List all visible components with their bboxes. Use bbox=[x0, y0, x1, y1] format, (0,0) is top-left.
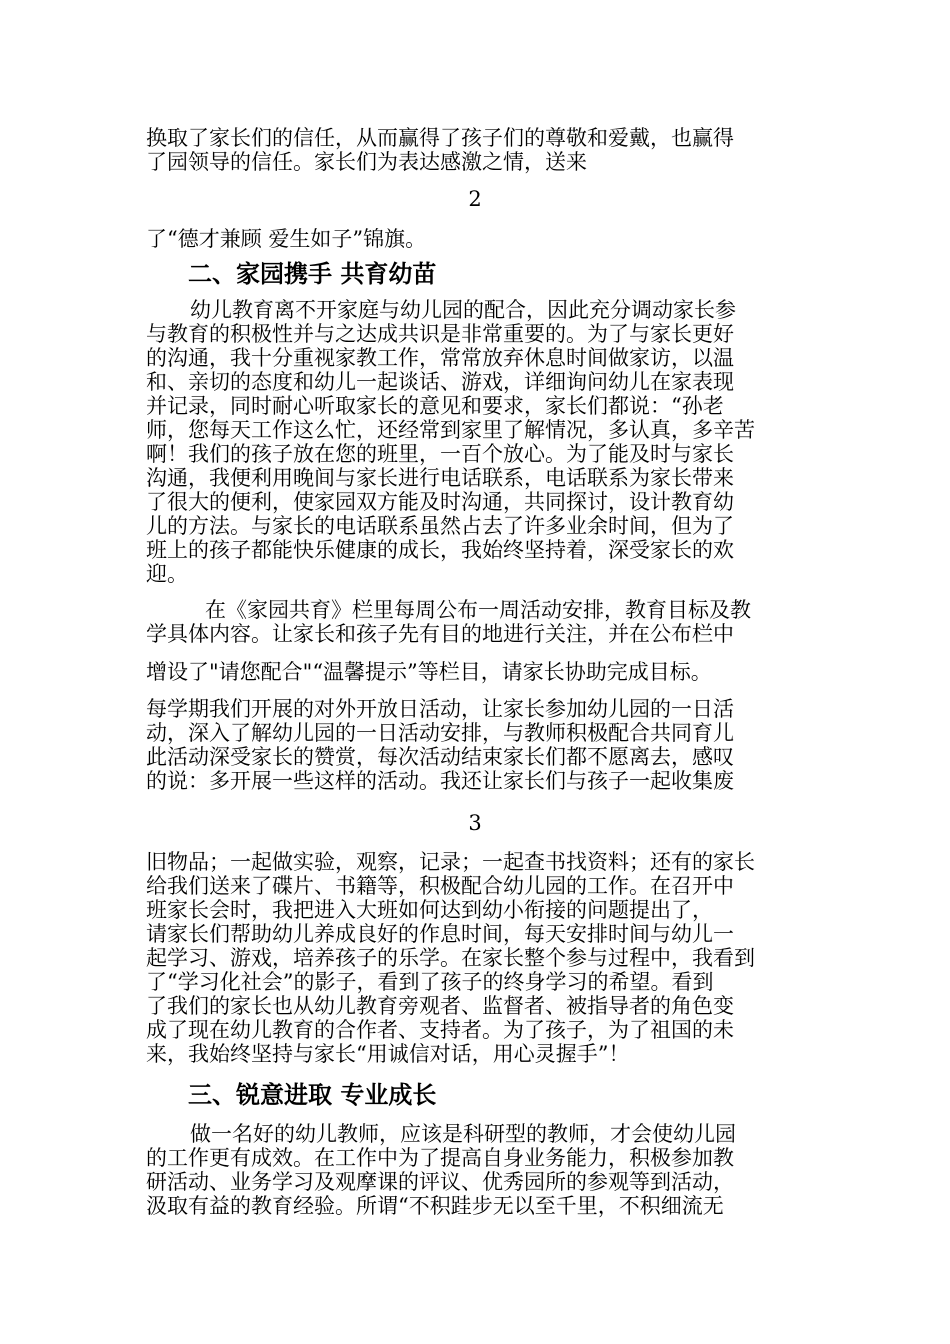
section-heading: 二、家园携手 共育幼苗 bbox=[188, 260, 437, 288]
text-line: 班家长会时，我把进入大班如何达到幼小衔接的问题提出了， bbox=[146, 898, 713, 922]
text-line: 增设了"请您配合"“温馨提示”等栏目，请家长协助完成目标。 bbox=[146, 660, 712, 684]
text-line: 换取了家长们的信任，从而赢得了孩子们的尊敬和爱戴，也赢得 bbox=[146, 126, 734, 150]
text-line: 并记录，同时耐心听取家长的意见和要求，家长们都说：“孙老 bbox=[146, 394, 724, 418]
text-line: 了很大的便利，使家园双方能及时沟通，共同探讨，设计教育幼 bbox=[146, 490, 734, 514]
text-line: 了“德才兼顾 爱生如子”锦旗。 bbox=[146, 227, 427, 251]
text-line: 幼儿教育离不开家庭与幼儿园的配合，因此充分调动家长参 bbox=[190, 298, 736, 322]
text-line: 成了现在幼儿教育的合作者、支持者。为了孩子，为了祖国的未 bbox=[146, 1018, 734, 1042]
text-line: 此活动深受家长的赞赏，每次活动结束家长们都不愿离去，感叹 bbox=[146, 745, 734, 769]
text-line: 在《家园共育》栏里每周公布一周活动安排，教育目标及教 bbox=[205, 598, 751, 622]
text-line: 师，您每天工作这么忙，还经常到家里了解情况，多认真，多辛苦 bbox=[146, 418, 755, 442]
text-line: 起学习、游戏，培养孩子的乐学。在家长整个参与过程中，我看到 bbox=[146, 946, 755, 970]
page-number: 2 bbox=[468, 187, 482, 211]
text-line: 迎。 bbox=[146, 562, 188, 586]
text-line: 了“学习化社会”的影子，看到了孩子的终身学习的希望。看到 bbox=[146, 970, 714, 994]
text-line: 来，我始终坚持与家长“用诚信对话，用心灵握手”！ bbox=[146, 1042, 630, 1066]
text-line: 与教育的积极性并与之达成共识是非常重要的。为了与家长更好 bbox=[146, 322, 734, 346]
text-line: 了我们的家长也从幼儿教育旁观者、监督者、被指导者的角色变 bbox=[146, 994, 734, 1018]
text-line: 的说：多开展一些这样的活动。我还让家长们与孩子一起收集废 bbox=[146, 769, 734, 793]
text-line: 请家长们帮助幼儿养成良好的作息时间，每天安排时间与幼儿一 bbox=[146, 922, 734, 946]
text-line: 儿的方法。与家长的电话联系虽然占去了许多业余时间，但为了 bbox=[146, 514, 734, 538]
text-line: 动，深入了解幼儿园的一日活动安排，与教师积极配合共同育儿 bbox=[146, 721, 734, 745]
text-line: 班上的孩子都能快乐健康的成长，我始终坚持着，深受家长的欢 bbox=[146, 538, 734, 562]
text-line: 了园领导的信任。家长们为表达感激之情，送来 bbox=[146, 150, 587, 174]
text-line: 学具体内容。让家长和孩子先有目的地进行关注，并在公布栏中 bbox=[146, 622, 734, 646]
text-line: 旧物品；一起做实验，观察，记录；一起查书找资料；还有的家长 bbox=[146, 850, 755, 874]
text-line: 的沟通，我十分重视家教工作，常常放弃休息时间做家访，以温 bbox=[146, 346, 734, 370]
text-line: 和、亲切的态度和幼儿一起谈话、游戏，详细询问幼儿在家表现 bbox=[146, 370, 734, 394]
section-heading: 三、锐意进取 专业成长 bbox=[188, 1081, 437, 1109]
page-number: 3 bbox=[468, 811, 482, 835]
text-line: 汲取有益的教育经验。所谓“不积跬步无以至千里，不积细流无 bbox=[146, 1194, 724, 1218]
text-line: 研活动、业务学习及观摩课的评议、优秀园所的参观等到活动， bbox=[146, 1170, 734, 1194]
text-line: 的工作更有成效。在工作中为了提高自身业务能力，积极参加教 bbox=[146, 1146, 734, 1170]
text-line: 啊！我们的孩子放在您的班里，一百个放心。为了能及时与家长 bbox=[146, 442, 734, 466]
text-line: 做一名好的幼儿教师，应该是科研型的教师，才会使幼儿园 bbox=[190, 1122, 736, 1146]
text-line: 给我们送来了碟片、书籍等，积极配合幼儿园的工作。在召开中 bbox=[146, 874, 734, 898]
text-line: 沟通，我便利用晚间与家长进行电话联系，电话联系为家长带来 bbox=[146, 466, 734, 490]
text-line: 每学期我们开展的对外开放日活动，让家长参加幼儿园的一日活 bbox=[146, 697, 734, 721]
